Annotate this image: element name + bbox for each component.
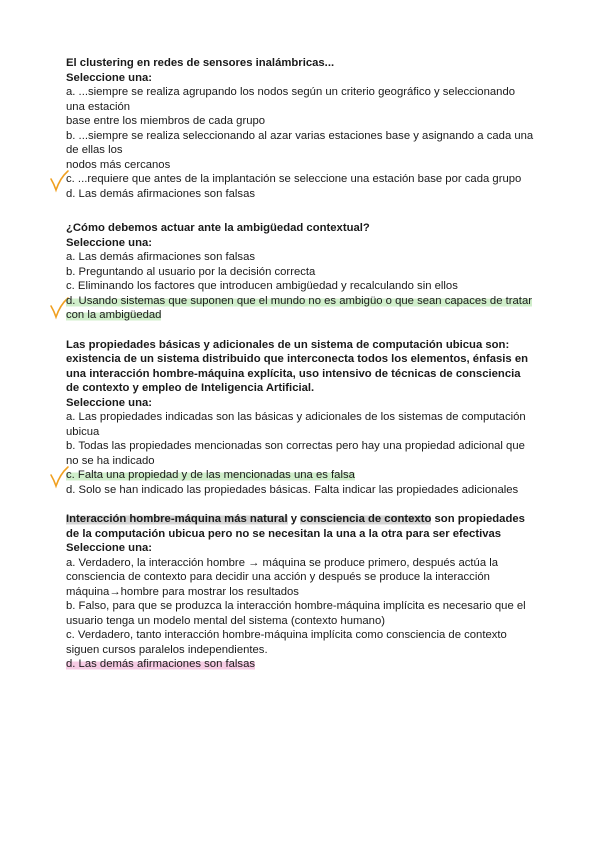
option-c: c. Eliminando los factores que introducen ambigüedad y recalculando sin ellos <box>66 280 458 292</box>
question-1 <box>66 56 536 201</box>
option-b-continued: nodos más cercanos <box>66 158 171 171</box>
option-a-continued: base entre los miembros de cada grupo <box>66 115 266 127</box>
option-a: a. Las propiedades indicadas son las básicas y adicionales de los sistemas de computación ubicua <box>66 411 526 438</box>
select-one-label: Seleccione una: <box>66 542 153 554</box>
option-b: b. Todas las propiedades mencionadas son correctas pero hay una propiedad adicional que no se ha indicado <box>66 440 525 467</box>
option-b: b. Preguntando al usuario por la decisión correcta <box>66 265 316 278</box>
question-title: ¿Cómo debemos actuar ante la ambigüedad contextual? <box>66 222 370 234</box>
option-b: b. Falso, para que se produzca la interacción hombre-máquina implícita es necesario que el usuario tenga un modelo mental del sistema (contexto humano) <box>66 600 526 627</box>
option-a: a. Verdadero, la interacción hombre → máquina se produce primero, después actúa la consciencia de contexto para decidir una acción y después se produce la interacción máquina→hombre para mostrar los resultados <box>66 556 499 598</box>
highlight-correct: c. Falta una propiedad y de las mencionadas una es falsa <box>66 469 355 481</box>
document-page <box>66 56 536 687</box>
option-d: d. Solo se han indicado las propiedades básicas. Falta indicar las propiedades adicionales <box>66 483 519 496</box>
select-one-label: Seleccione una: <box>66 396 153 409</box>
option-d <box>66 294 536 309</box>
option-d: d. Las demás afirmaciones son falsas <box>66 187 256 200</box>
option-d-continued: con la ambigüedad <box>66 309 162 321</box>
highlight-correct: d. Usando sistemas que suponen que el mundo no es ambigüo o que sean capaces de tratar <box>66 294 532 307</box>
option-d <box>66 657 536 672</box>
option-b: b. ...siempre se realiza seleccionando al azar varias estaciones base y asignando a cada una de ellas los <box>66 129 534 156</box>
option-c: c. Verdadero, tanto interacción hombre-máquina implícita como consciencia de contexto siguen cursos paralelos independientes. <box>66 629 507 656</box>
select-one-label: Seleccione una: <box>66 71 153 84</box>
option-a: a. ...siempre se realiza agrupando los nodos según un criterio geográfico y seleccionando una estación <box>66 86 516 113</box>
option-c: c. ...requiere que antes de la implantación se seleccione una estación base por cada grupo <box>66 172 536 187</box>
question-title: Las propiedades básicas y adicionales de un sistema de computación ubicua son: existencia de un sistema distribuido que interconecta todos los elementos, énfasis en una interacción hombre-máquina explícita, uso intensivo de técnicas de consciencia de contexto y empleo de Inteligencia Artificial. <box>66 338 529 394</box>
highlight-emphasis: Interacción hombre-máquina más natural <box>66 513 288 525</box>
question-2 <box>66 221 536 323</box>
highlight-emphasis: consciencia de contexto <box>300 513 432 525</box>
option-a: a. Las demás afirmaciones son falsas <box>66 251 256 263</box>
highlight-wrong: d. Las demás afirmaciones son falsas <box>66 658 256 670</box>
question-title: Interacción hombre-máquina más natural y consciencia de contexto son propiedades de la computación ubicua pero no se necesitan la una a la otra para ser efectivas <box>66 513 525 540</box>
question-4 <box>66 512 536 672</box>
question-3 <box>66 338 536 498</box>
option-c <box>66 468 536 483</box>
question-title: El clustering en redes de sensores inalámbricas... <box>66 57 335 69</box>
select-one-label: Seleccione una: <box>66 236 153 249</box>
